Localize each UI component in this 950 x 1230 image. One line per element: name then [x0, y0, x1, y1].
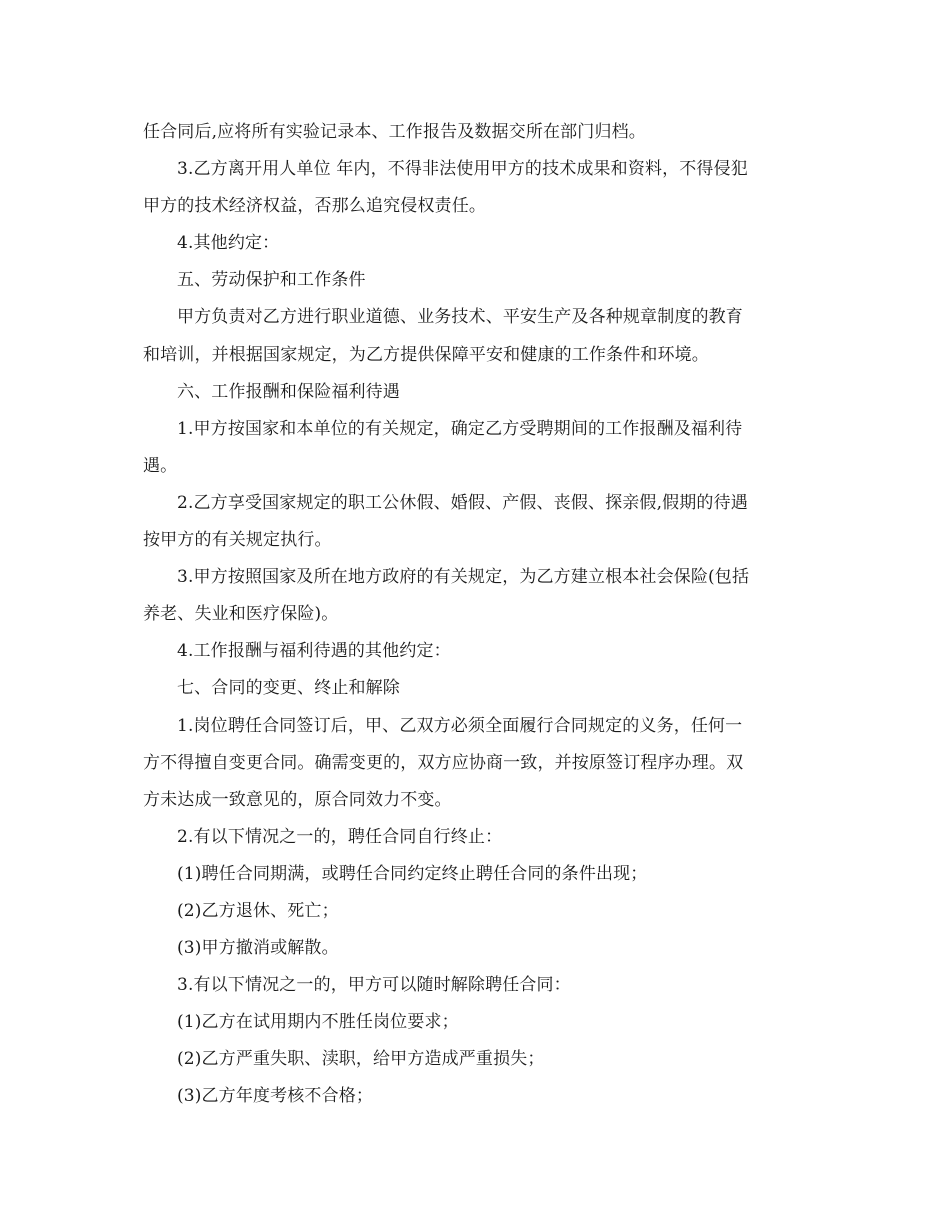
document-body — [143, 114, 808, 1116]
text-line: 甲方的技术经济权益，否那么追究侵权责任。 — [143, 196, 486, 217]
text-line: 4.工作报酬与福利待遇的其他约定： — [177, 641, 451, 662]
text-line: 方未达成一致意见的，原合同效力不变。 — [143, 789, 452, 810]
text-line: 3.有以下情况之一的，甲方可以随时解除聘任合同： — [177, 975, 571, 996]
section-heading: 五、劳动保护和工作条件 — [177, 270, 366, 291]
list-item: (3)乙方年度考核不合格； — [177, 1086, 374, 1107]
list-item: (1)乙方在试用期内不胜任岗位要求； — [177, 1012, 459, 1033]
text-line: 养老、失业和医疗保险)。 — [143, 604, 339, 625]
text-line: 2.乙方享受国家规定的职工公休假、婚假、产假、丧假、探亲假,假期的待遇 — [177, 492, 748, 513]
text-line: 方不得擅自变更合同。确需变更的，双方应协商一致，并按原签订程序办理。双 — [143, 752, 744, 773]
text-line: 4.其他约定： — [177, 233, 280, 254]
list-item: (2)乙方严重失职、渎职，给甲方造成严重损失； — [177, 1049, 545, 1070]
text-line: 遇。 — [143, 455, 178, 476]
text-line: 2.有以下情况之一的，聘任合同自行终止： — [177, 826, 503, 847]
section-heading: 七、合同的变更、终止和解除 — [177, 678, 400, 699]
section-heading: 六、工作报酬和保险福利待遇 — [177, 381, 400, 402]
text-line: 按甲方的有关规定执行。 — [143, 530, 332, 551]
list-item: (2)乙方退休、死亡； — [177, 900, 339, 921]
text-line: 任合同后,应将所有实验记录本、工作报告及数据交所在部门归档。 — [143, 122, 646, 142]
list-item: (3)甲方撤消或解散。 — [177, 938, 339, 959]
list-item: (1)聘任合同期满，或聘任合同约定终止聘任合同的条件出现； — [177, 863, 648, 884]
text-line: 3.乙方离开用人单位 年内，不得非法使用甲方的技术成果和资料，不得侵犯 — [177, 159, 748, 180]
text-line: 1.甲方按国家和本单位的有关规定，确定乙方受聘期间的工作报酬及福利待 — [177, 418, 743, 439]
text-line: 3.甲方按照国家及所在地方政府的有关规定，为乙方建立根本社会保险(包括 — [177, 567, 750, 588]
text-line: 1.岗位聘任合同签订后，甲、乙双方必须全面履行合同规定的义务，任何一 — [177, 715, 743, 736]
text-line: 和培训，并根据国家规定，为乙方提供保障平安和健康的工作条件和环境。 — [143, 344, 709, 365]
text-line: 甲方负责对乙方进行职业道德、业务技术、平安生产及各种规章制度的教育 — [177, 307, 743, 328]
